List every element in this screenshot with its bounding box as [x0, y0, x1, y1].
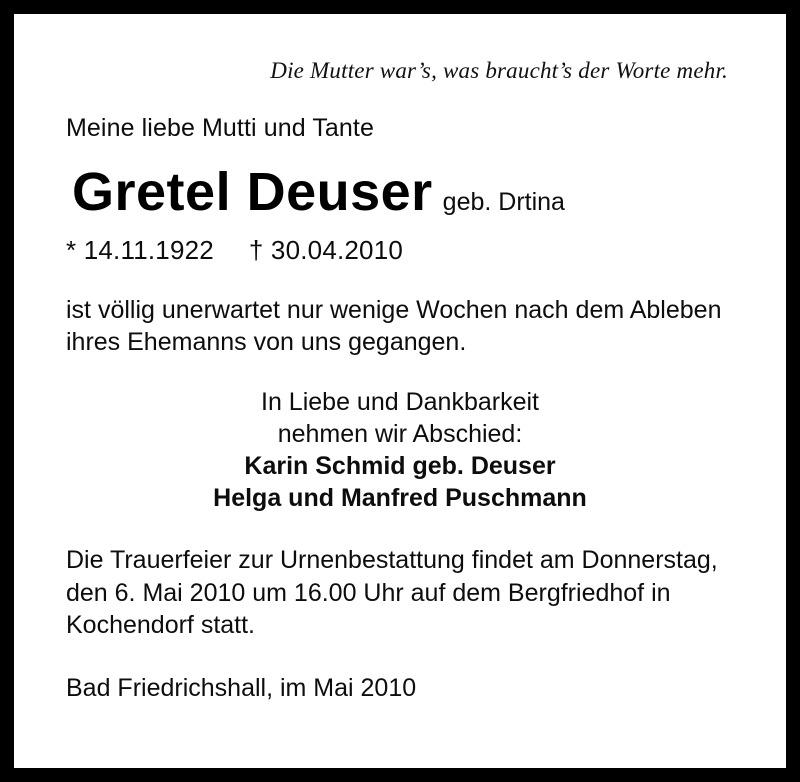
ceremony-line-2: den 6. Mai 2010 um 16.00 Uhr auf dem Bergfriedhof in [66, 578, 671, 607]
body-line-2: ihres Ehemanns von uns gegangen. [66, 328, 467, 356]
farewell-line-2: nehmen wir Abschied: [277, 420, 523, 448]
body-paragraph [66, 294, 734, 358]
body-line-1: ist völlig unerwartet nur wenige Wochen nach dem Ableben [66, 296, 722, 324]
death-date: † 30.04.2010 [248, 235, 404, 265]
ceremony-line-3: Kochendorf statt. [66, 611, 256, 639]
farewell-line-1: In Liebe und Dankbarkeit [261, 388, 539, 416]
life-dates [66, 235, 734, 266]
motto-quote: Die Mutter war’s, was braucht’s der Worte mehr. [270, 58, 728, 83]
ceremony-line-1: Die Trauerfeier zur Urnenbestattung findet am Donnerstag, [66, 546, 718, 574]
farewell-block [66, 386, 734, 514]
obituary-card [14, 14, 786, 768]
ceremony-details [66, 544, 734, 642]
signer-2: Helga und Manfred Puschmann [213, 484, 587, 512]
deceased-name-line [66, 162, 734, 222]
intro-line: Meine liebe Mutti und Tante [66, 114, 374, 142]
deceased-name: Gretel Deuser [72, 162, 433, 222]
birth-date: * 14.11.1922 [66, 235, 214, 265]
signer-1: Karin Schmid geb. Deuser [244, 452, 556, 480]
place-and-date: Bad Friedrichshall, im Mai 2010 [66, 673, 417, 702]
deceased-maiden-name: geb. Drtina [442, 188, 565, 216]
